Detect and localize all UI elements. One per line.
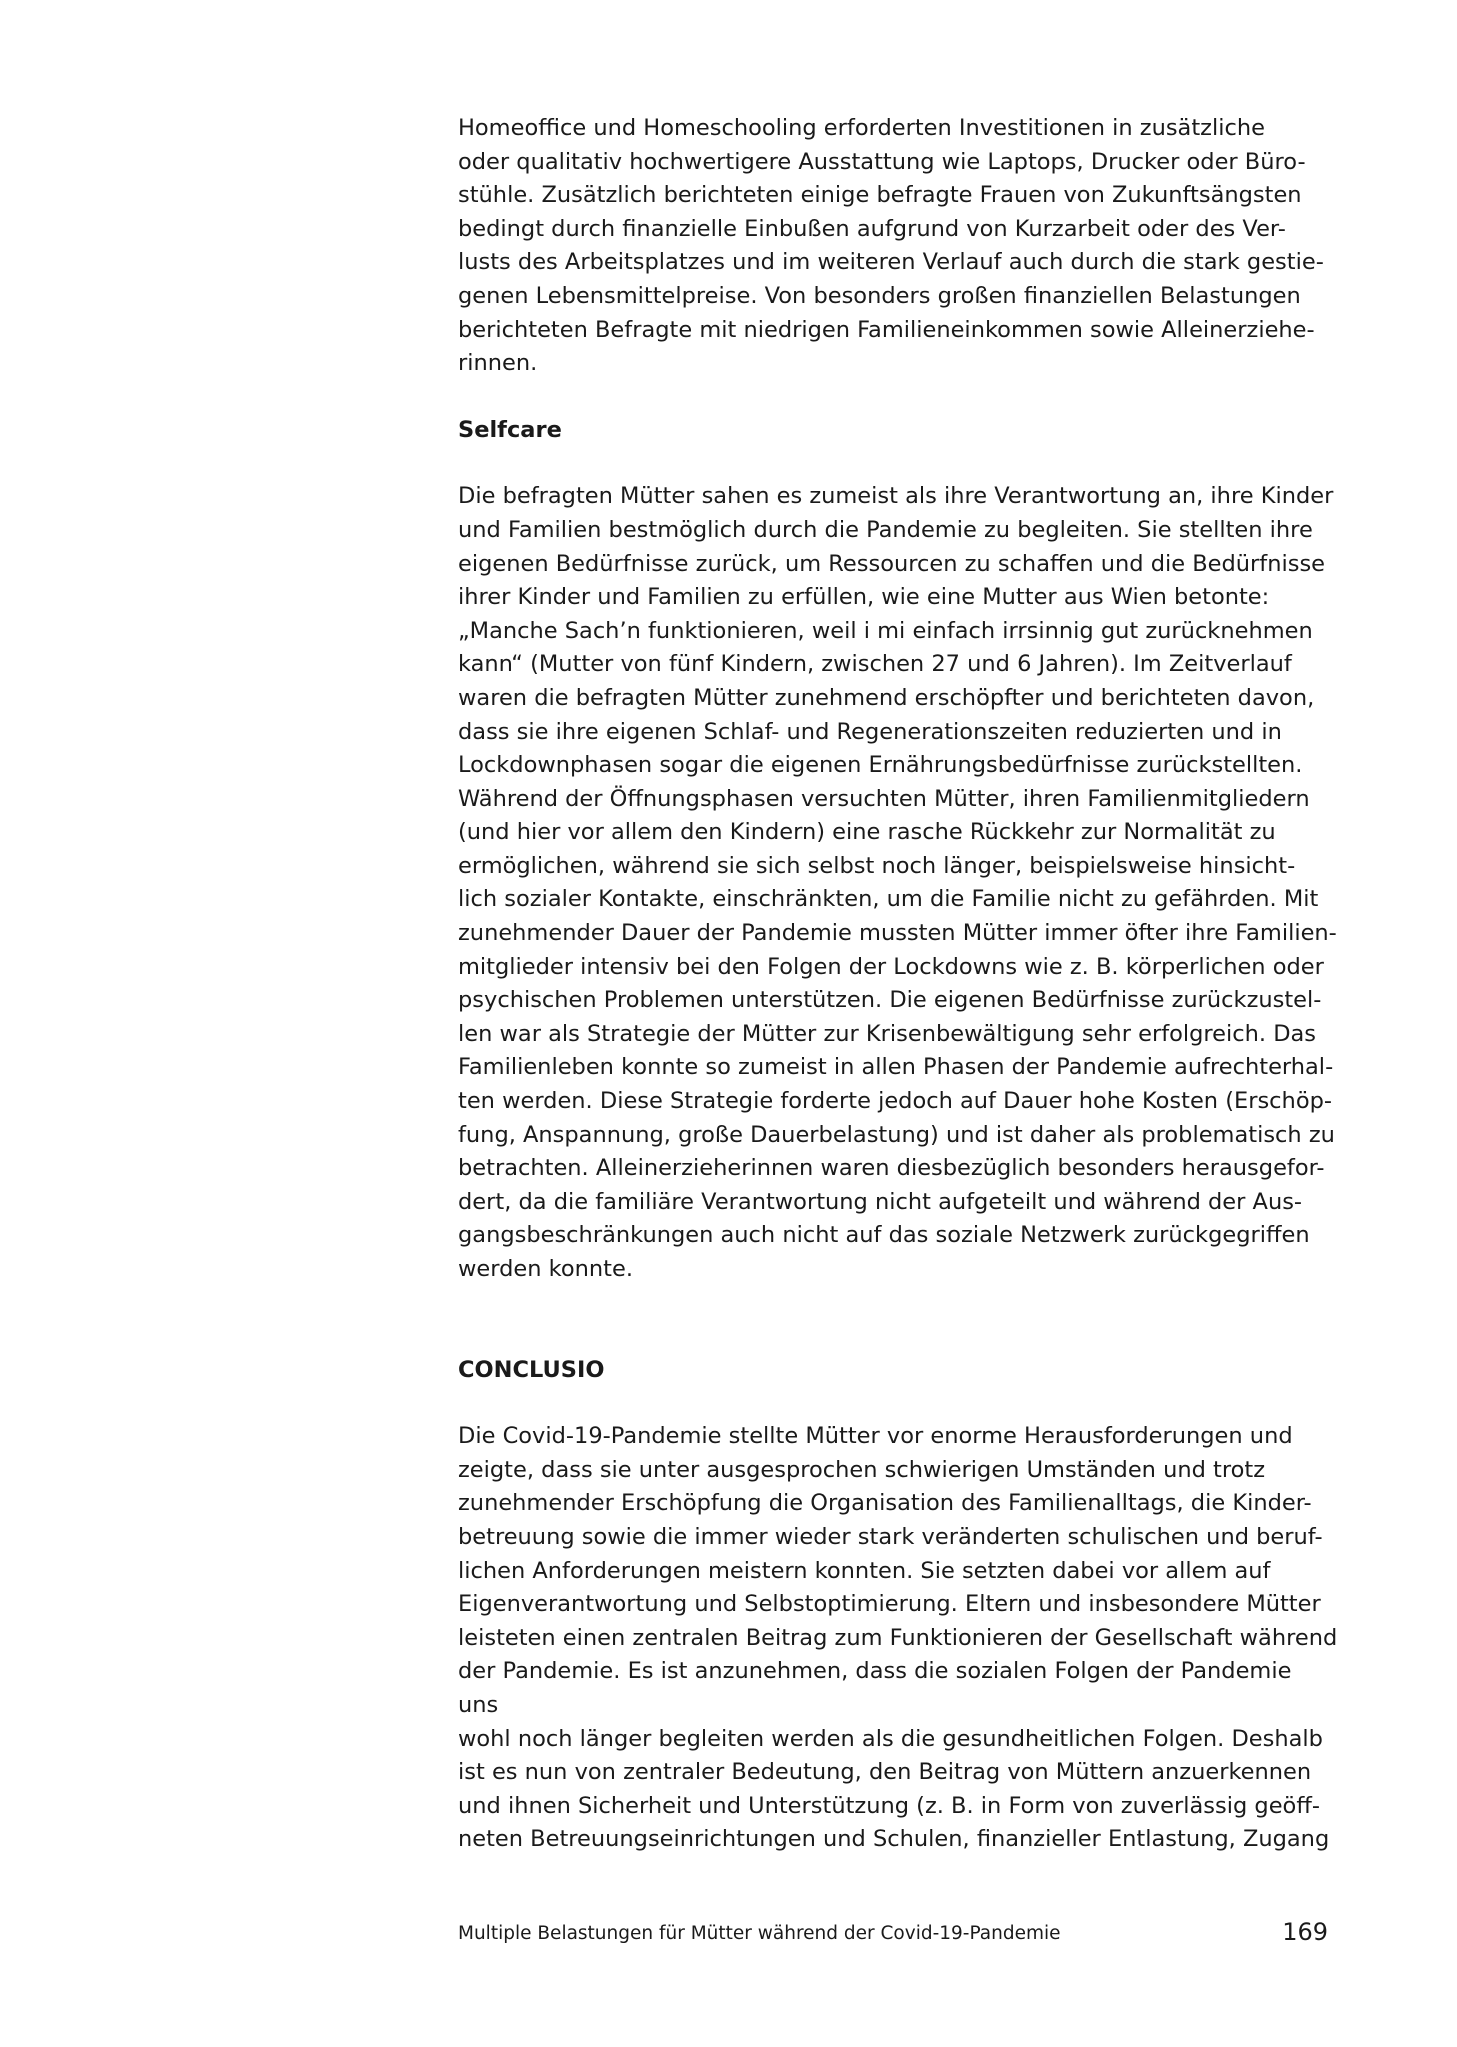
spacer: [458, 1387, 1338, 1420]
spacer: [458, 447, 1338, 480]
text-column: [458, 112, 1338, 1857]
intro-paragraph: Homeoffice und Homeschooling erforderten Investitionen in zusätzliche oder qualitativ hochwertigere Ausstattung wie Laptops, Drucker oder Büro- stühle. Zusätzlich berichteten einige befragte Frauen von Zukunftsängsten bedingt durch finanzielle Einbußen aufgrund von Kurzarbeit oder des Ver- lusts des Arbeitsplatzes und im weiteren Verlauf auch durch die stark gestie- genen Lebensmittelpreise. Von besonders großen finanziellen Belastungen berichteten Befragte mit niedrigen Familieneinkommen sowie Alleinerziehe- rinnen.: [458, 115, 1324, 377]
page-footer: [458, 1918, 1328, 1950]
conclusio-paragraph: Die Covid-19-Pandemie stellte Mütter vor enorme Herausforderungen und zeigte, dass sie unter ausgesprochen schwierigen Umständen und trotz zunehmender Erschöpfung die Organisation des Familienalltags, die Kinder- betreuung sowie die immer wieder stark veränderten schulischen und beruf- lichen Anforderungen meistern konnten. Sie setzten dabei vor allem auf Eigenverantwortung und Selbstoptimierung. Eltern und insbesondere Mütter leisteten einen zentralen Beitrag zum Funktionieren der Gesellschaft während der Pandemie. Es ist anzunehmen, dass die sozialen Folgen der Pandemie uns wohl noch länger begleiten werden als die gesundheitlichen Folgen. Deshalb ist es nun von zentraler Bedeutung, den Beitrag von Müttern anzuerkennen und ihnen Sicherheit und Unterstützung (z. B. in Form von zuverlässig geöff- neten Betreuungseinrichtungen und Schulen, finanzieller Entlastung, Zugang: [458, 1423, 1338, 1853]
page-number: 169: [1282, 1918, 1328, 1946]
running-title: Multiple Belastungen für Mütter während der Covid-19-Pandemie: [458, 1923, 1061, 1944]
section-heading-conclusio: CONCLUSIO: [458, 1356, 605, 1383]
spacer: [458, 1287, 1338, 1354]
selfcare-paragraph: Die befragten Mütter sahen es zumeist als ihre Verantwortung an, ihre Kinder und Familien bestmöglich durch die Pandemie zu begleiten. Sie stellten ihre eigenen Bedürfnisse zurück, um Ressourcen zu schaffen und die Bedürfnisse ihrer Kinder und Familien zu erfüllen, wie eine Mutter aus Wien betonte: „Manche Sach’n funktionieren, weil i mi einfach irrsinnig gut zurücknehmen kann“ (Mutter von fünf Kindern, zwischen 27 und 6 Jahren). Im Zeitverlauf waren die befragten Mütter zunehmend erschöpfter und berichteten davon, dass sie ihre eigenen Schlaf- und Regenerationszeiten reduzierten und in Lockdownphasen sogar die eigenen Ernährungsbedürfnisse zurückstellten. Während der Öffnungsphasen versuchten Mütter, ihren Familienmitgliedern (und hier vor allem den Kindern) eine rasche Rückkehr zur Normalität zu ermöglichen, während sie sich selbst noch länger, beispielsweise hinsicht- lich sozialer Kontakte, einschränkten, um die Familie nicht zu gefährden. Mit zunehmender Dauer der Pandemie mussten Mütter immer öfter ihre Familien- mitglieder intensiv bei den Folgen der Lockdowns wie z. B. körperlichen oder psychischen Problemen unterstützen. Die eigenen Bedürfnisse zurückzustel- len war als Strategie der Mütter zur Krisenbewältigung sehr erfolgreich. Das Familienleben konnte so zumeist in allen Phasen der Pandemie aufrechterhal- ten werden. Diese Strategie forderte jedoch auf Dauer hohe Kosten (Erschöp- fung, Anspannung, große Dauerbelastung) und ist daher als problematisch zu betrachten. Alleinerzieherinnen waren diesbezüglich besonders herausgefor- dert, da die familiäre Verantwortung nicht aufgeteilt und während der Aus- gangsbeschränkungen auch nicht auf das soziale Netzwerk zurückgegriffen werden konnte.: [458, 483, 1337, 1282]
spacer: [458, 381, 1338, 414]
section-heading-selfcare: Selfcare: [458, 416, 562, 443]
